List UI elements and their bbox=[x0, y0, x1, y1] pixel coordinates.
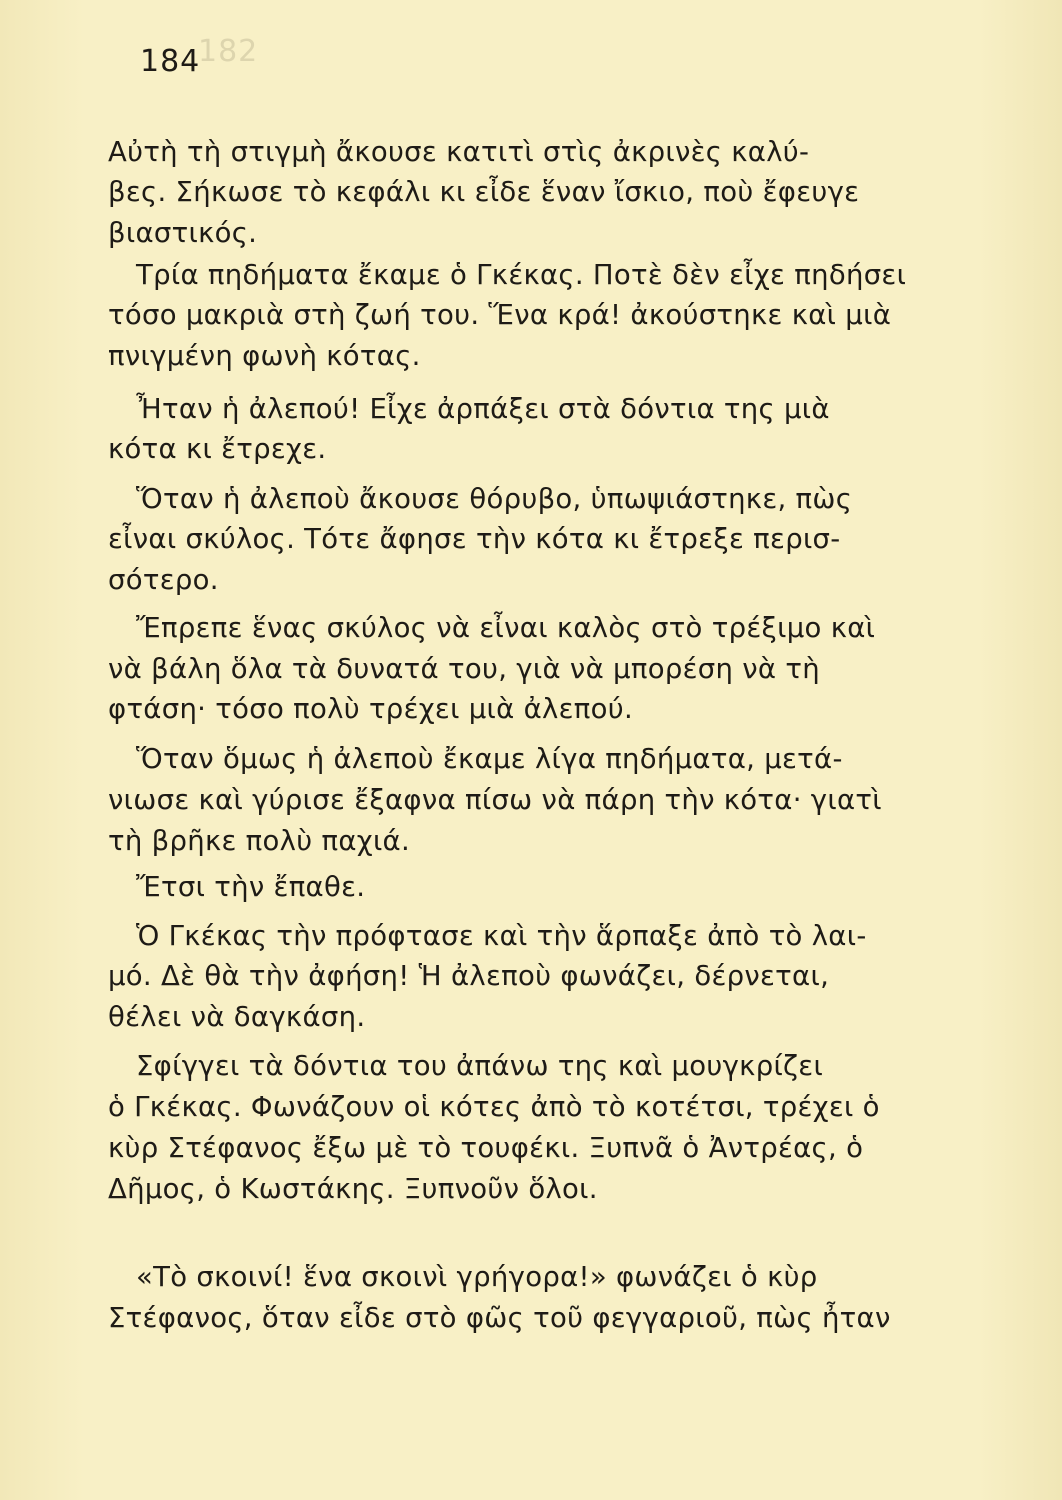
text-line: Ὁ Γκέκας τὴν πρόφτασε καὶ τὴν ἅρπαξε ἀπὸ τὸ λαι- bbox=[136, 920, 867, 952]
text-line: νὰ βάλη ὅλα τὰ δυνατά του, γιὰ νὰ μπορέση νὰ τὴ bbox=[108, 653, 820, 685]
page-number: 184 bbox=[140, 44, 201, 79]
text-line: Σφίγγει τὰ δόντια του ἀπάνω της καὶ μουγκρίζει bbox=[136, 1050, 824, 1082]
text-line: κὺρ Στέφανος ἔξω μὲ τὸ τουφέκι. Ξυπνᾶ ὁ Ἀντρέας, ὁ bbox=[108, 1132, 864, 1164]
text-line: ὁ Γκέκας. Φωνάζουν οἱ κότες ἀπὸ τὸ κοτέτσι, τρέχει ὁ bbox=[108, 1091, 880, 1123]
text-line: νιωσε καὶ γύρισε ἔξαφνα πίσω νὰ πάρη τὴν κότα· γιατὶ bbox=[108, 784, 882, 816]
text-line: Δῆμος, ὁ Κωστάκης. Ξυπνοῦν ὅλοι. bbox=[108, 1173, 598, 1205]
text-line: εἶναι σκύλος. Τότε ἄφησε τὴν κότα κι ἔτρεξε περισ- bbox=[108, 523, 841, 555]
text-line: τὴ βρῆκε πολὺ παχιά. bbox=[108, 825, 411, 857]
text-line: Ὅταν ἡ ἀλεποὺ ἄκουσε θόρυβο, ὑπωψιάστηκε, πὼς bbox=[136, 483, 853, 515]
text-line: Ἔτσι τὴν ἔπαθε. bbox=[136, 871, 366, 903]
text-line: Στέφανος, ὅταν εἶδε στὸ φῶς τοῦ φεγγαριοῦ, πὼς ἦταν bbox=[108, 1302, 891, 1334]
bleed-through-page-number: 182 bbox=[198, 34, 259, 69]
text-line: «Τὸ σκοινί! ἕνα σκοινὶ γρήγορα!» φωνάζει ὁ κὺρ bbox=[136, 1261, 818, 1293]
text-line: κότα κι ἔτρεχε. bbox=[108, 433, 327, 465]
text-line: Ἔπρεπε ἕνας σκύλος νὰ εἶναι καλὸς στὸ τρέξιμο καὶ bbox=[136, 612, 876, 644]
text-line: Αὐτὴ τὴ στιγμὴ ἄκουσε κατιτὶ στὶς ἀκρινὲς καλύ- bbox=[108, 136, 810, 168]
text-line: Ἦταν ἡ ἀλεπού! Εἶχε ἀρπάξει στὰ δόντια της μιὰ bbox=[136, 393, 830, 425]
text-line: μό. Δὲ θὰ τὴν ἀφήση! Ἡ ἀλεποὺ φωνάζει, δέρνεται, bbox=[108, 960, 830, 992]
text-line: σότερο. bbox=[108, 564, 219, 596]
text-line: φτάση· τόσο πολὺ τρέχει μιὰ ἀλεπού. bbox=[108, 693, 633, 725]
text-line: Ὅταν ὅμως ἡ ἀλεποὺ ἔκαμε λίγα πηδήματα, μετά- bbox=[136, 743, 843, 775]
text-line: Τρία πηδήματα ἔκαμε ὁ Γκέκας. Ποτὲ δὲν εἶχε πηδήσει bbox=[136, 259, 907, 291]
text-line: θέλει νὰ δαγκάση. bbox=[108, 1001, 366, 1033]
text-line: βες. Σήκωσε τὸ κεφάλι κι εἶδε ἕναν ἴσκιο, ποὺ ἔφευγε bbox=[108, 176, 860, 208]
text-line: τόσο μακριὰ στὴ ζωή του. Ἕνα κρά! ἀκούστηκε καὶ μιὰ bbox=[108, 299, 892, 331]
text-line: πνιγμένη φωνὴ κότας. bbox=[108, 340, 421, 372]
text-line: βιαστικός. bbox=[108, 217, 258, 249]
